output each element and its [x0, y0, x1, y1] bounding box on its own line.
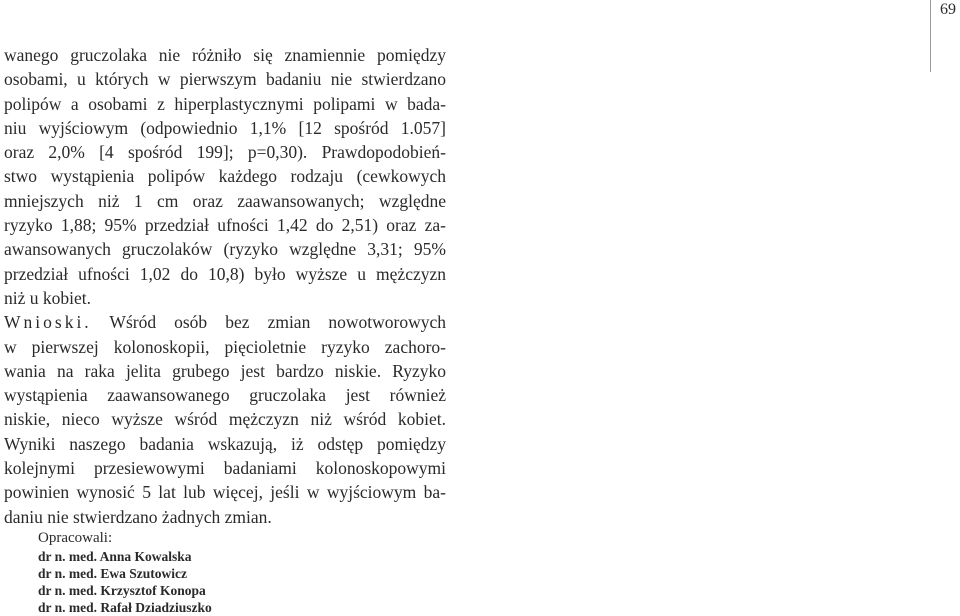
text-line: wanego gruczolaka nie różniło się znamiennie pomiędzy [4, 45, 446, 65]
conclusions-line: powinien wynosić 5 lat lub więcej, jeśli w wyjściowym ba- [4, 482, 446, 503]
text-line: polipów a osobami z hiperplastycznymi polipami w bada- [4, 93, 446, 114]
text-line: stwo wystąpienia polipów każdego rodzaju (cewkowych [4, 166, 446, 187]
authors-label: Opracowali: [38, 530, 113, 546]
author-name: dr n. med. Rafał Dziadziuszko [38, 600, 212, 615]
author-name: dr n. med. Krzysztof Konopa [38, 583, 206, 598]
conclusions-line: wystąpienia zaawansowanego gruczolaka jest również [4, 385, 446, 406]
text-line: niż u kobiet. [4, 287, 91, 308]
author-name: dr n. med. Ewa Szutowicz [38, 566, 188, 581]
conclusions-first-line-text: Wśród osób bez zmian nowotworowych [109, 312, 446, 333]
body-text [4, 43, 446, 529]
text-line: mniejszych niż 1 cm oraz zaawansowanych; względne [4, 190, 446, 211]
text-line: przedział ufności 1,02 do 10,8) było wyższe u mężczyzn [4, 263, 446, 284]
text-line: osobami, u których w pierwszym badaniu nie stwierdzano [4, 69, 446, 90]
authors-block [38, 528, 212, 616]
conclusions-first-line [4, 310, 446, 334]
conclusions-line: niskie, nieco wyższe wśród mężczyzn niż wśród kobiet. [4, 409, 446, 430]
page-number: 69 [940, 1, 956, 18]
author-name: dr n. med. Anna Kowalska [38, 549, 192, 564]
margin-rule [930, 0, 931, 72]
conclusions-line: wania na raka jelita grubego jest bardzo niskie. Ryzyko [4, 360, 446, 381]
conclusions-heading: Wnioski. [4, 312, 92, 333]
text-line: ryzyko 1,88; 95% przedział ufności 1,42 do 2,51) oraz za- [4, 215, 446, 236]
text-line: awansowanych gruczolaków (ryzyko względne 3,31; 95% [4, 239, 446, 260]
conclusions-line: w pierwszej kolonoskopii, pięcioletnie ryzyko zachoro- [4, 336, 446, 357]
conclusions-line: Wyniki naszego badania wskazują, iż odstęp pomiędzy [4, 433, 446, 454]
text-line: oraz 2,0% [4 spośród 199]; p=0,30). Prawdopodobień- [4, 142, 446, 163]
text-line: niu wyjściowym (odpowiednio 1,1% [12 spośród 1.057] [4, 117, 446, 138]
conclusions-line: daniu nie stwierdzano żadnych zmian. [4, 506, 272, 527]
conclusions-line: kolejnymi przesiewowymi badaniami kolonoskopowymi [4, 458, 446, 479]
